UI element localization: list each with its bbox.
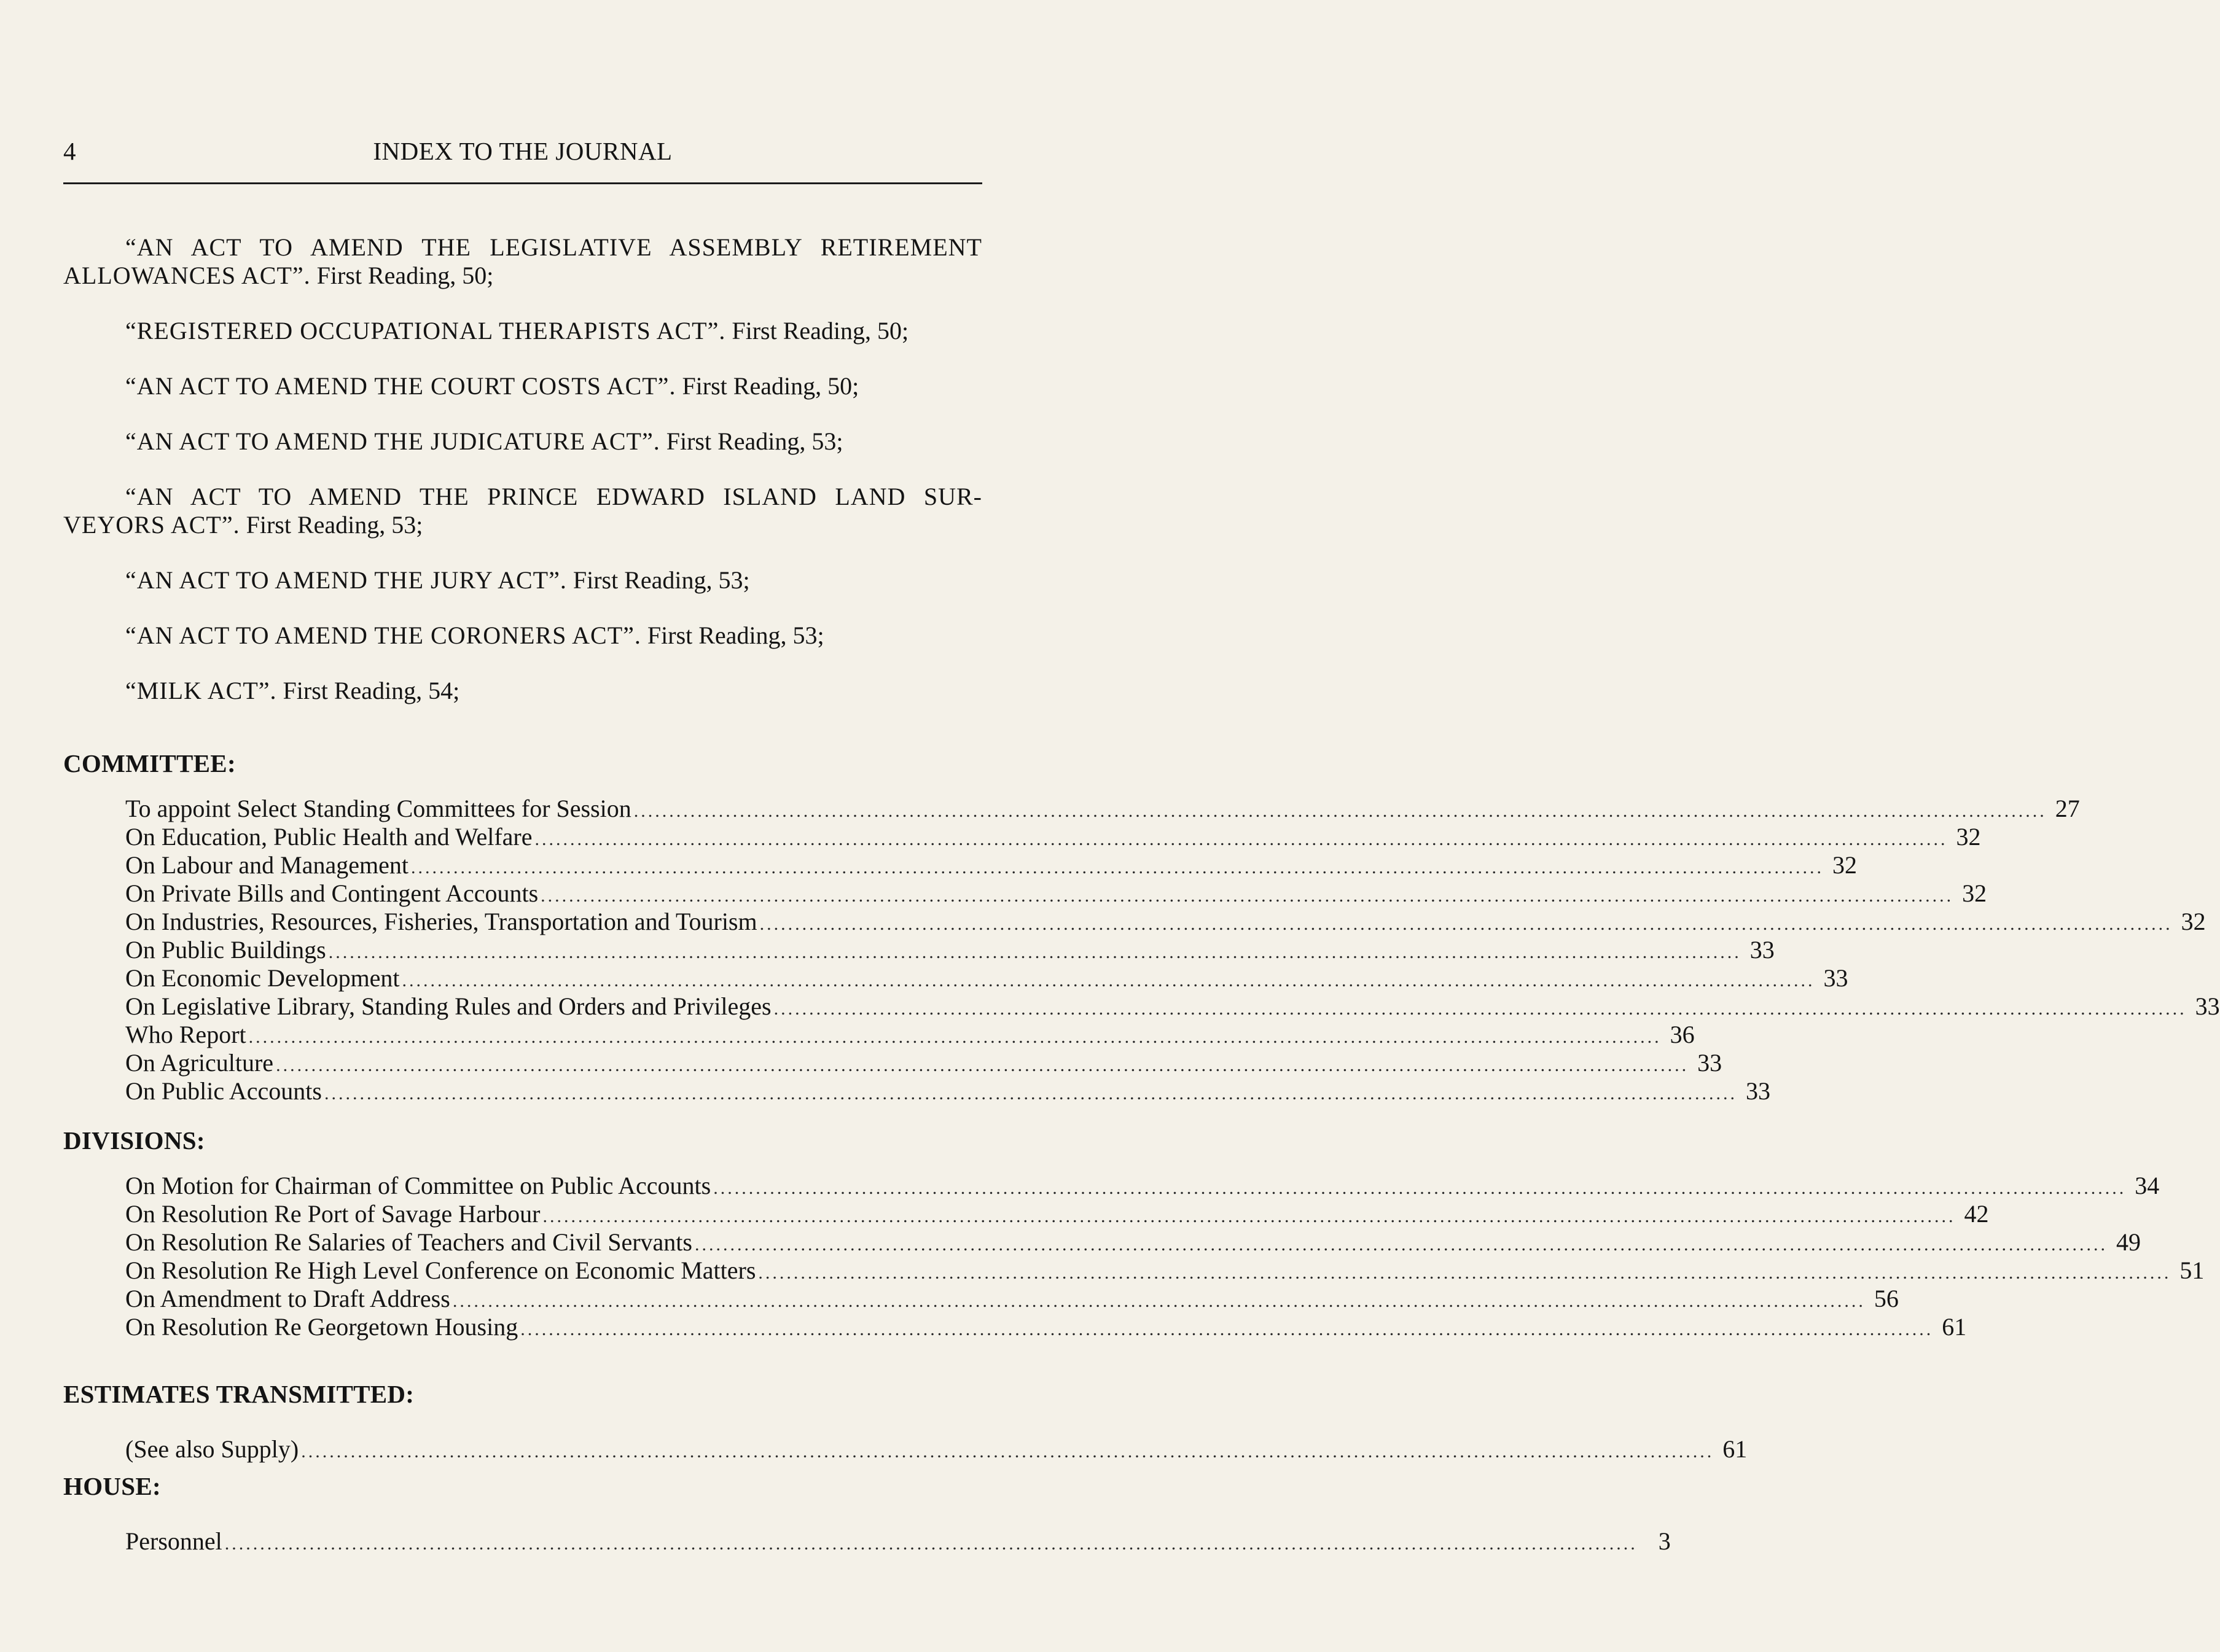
leader-dots: ........................................................................................................................................................................................................ bbox=[773, 999, 2187, 1019]
divisions-section bbox=[63, 1125, 2205, 1341]
leader-dots: ........................................................................................................................................................................................................ bbox=[713, 1178, 2127, 1198]
index-entry bbox=[125, 1257, 2205, 1285]
leader-dots: ........................................................................................................................................................................................................ bbox=[534, 829, 1948, 849]
leader-dots: ........................................................................................................................................................................................................ bbox=[248, 1027, 1662, 1047]
index-entry bbox=[125, 879, 1987, 908]
page-title: INDEX TO THE JOURNAL bbox=[373, 137, 673, 165]
entry-page: 42 bbox=[1964, 1200, 1989, 1228]
bill-entry bbox=[63, 233, 982, 290]
leader-dots: ........................................................................................................................................................................................................ bbox=[328, 942, 1741, 962]
entry-label: Personnel bbox=[125, 1527, 222, 1555]
bill-entry bbox=[63, 566, 982, 594]
bill-entry bbox=[63, 621, 982, 650]
entry-page: 33 bbox=[1823, 964, 1848, 992]
entry-label: On Economic Development bbox=[125, 964, 400, 992]
leader-dots: ........................................................................................................................................................................................................ bbox=[542, 1206, 1956, 1226]
entry-label: Who Report bbox=[125, 1021, 246, 1048]
index-entry bbox=[125, 1285, 1899, 1313]
section-heading: COMMITTEE: bbox=[63, 749, 236, 777]
leader-dots: ........................................................................................................................................................................................................ bbox=[541, 886, 1954, 906]
index-entry bbox=[125, 1021, 1695, 1049]
leader-dots: ........................................................................................................................................................................................................ bbox=[301, 1441, 1714, 1462]
entry-label: On Public Buildings bbox=[125, 936, 326, 964]
entry-label: On Amendment to Draft Address bbox=[125, 1285, 450, 1312]
index-entry bbox=[125, 823, 1981, 851]
leader-dots: ........................................................................................................................................................................................................ bbox=[758, 1263, 2171, 1283]
entry-label: On Education, Public Health and Welfare bbox=[125, 823, 533, 851]
bill-entry bbox=[63, 677, 982, 705]
entry-page: 36 bbox=[1670, 1021, 1695, 1048]
index-entry bbox=[125, 992, 2220, 1021]
entry-page: 32 bbox=[2181, 908, 2206, 935]
entry-label: On Labour and Management bbox=[125, 851, 408, 879]
entry-page: 32 bbox=[1956, 823, 1981, 851]
entry-label: On Resolution Re Salaries of Teachers and Civil Servants bbox=[125, 1228, 692, 1256]
entry-label: On Motion for Chairman of Committee on Public Accounts bbox=[125, 1172, 711, 1199]
entry-label: On Agriculture bbox=[125, 1049, 274, 1077]
bill-title: “AN ACT TO AMEND THE PRINCE EDWARD ISLAND LAND SUR-VEYORS ACT”. bbox=[63, 483, 982, 539]
leader-dots: ........................................................................................................................................................................................................ bbox=[402, 970, 1815, 991]
bill-entry bbox=[63, 483, 982, 539]
entry-page: 33 bbox=[1745, 1077, 1770, 1105]
section-heading: ESTIMATES TRANSMITTED: bbox=[63, 1380, 415, 1408]
entry-page: 32 bbox=[1962, 879, 1987, 907]
entry-page: 61 bbox=[1722, 1435, 1748, 1463]
index-entry bbox=[125, 1228, 2141, 1257]
bill-reading: First Reading, 50; bbox=[316, 262, 494, 289]
index-entry bbox=[125, 1077, 1770, 1105]
bill-reading: First Reading, 53; bbox=[246, 511, 423, 539]
bill-title: “AN ACT TO AMEND THE COURT COSTS ACT”. bbox=[125, 372, 676, 400]
bill-reading: First Reading, 53; bbox=[666, 427, 843, 455]
bill-entry bbox=[63, 317, 982, 345]
leader-dots: ........................................................................................................................................................................................................ bbox=[759, 914, 2173, 934]
house-section bbox=[63, 1471, 1671, 1556]
index-entries bbox=[63, 1435, 1748, 1463]
index-entry bbox=[125, 1049, 1722, 1077]
entry-label: On Resolution Re High Level Conference on Economic Matters bbox=[125, 1257, 756, 1284]
entry-label: On Resolution Re Georgetown Housing bbox=[125, 1313, 518, 1341]
index-entry bbox=[125, 851, 1857, 879]
leader-dots: ........................................................................................................................................................................................................ bbox=[633, 801, 2047, 821]
index-entry bbox=[125, 795, 2080, 823]
index-entry bbox=[125, 936, 1775, 964]
leader-dots: ........................................................................................................................................................................................................ bbox=[520, 1319, 1934, 1339]
entry-page: 33 bbox=[2195, 992, 2220, 1020]
index-entry bbox=[125, 964, 1848, 992]
index-entry bbox=[125, 1172, 2160, 1200]
entry-page: 34 bbox=[2135, 1172, 2160, 1199]
leader-dots: ........................................................................................................................................................................................................ bbox=[452, 1291, 1866, 1311]
index-entry bbox=[125, 1527, 1671, 1556]
entry-label: On Private Bills and Contingent Accounts bbox=[125, 879, 539, 907]
entry-page: 33 bbox=[1697, 1049, 1722, 1077]
bill-entry bbox=[63, 427, 982, 456]
index-entries bbox=[63, 795, 2220, 1105]
bill-reading: First Reading, 54; bbox=[283, 677, 460, 704]
entry-page: 32 bbox=[1832, 851, 1857, 879]
header-divider bbox=[63, 182, 982, 184]
bill-reading: First Reading, 50; bbox=[682, 372, 859, 400]
bill-readings bbox=[63, 233, 982, 732]
entry-label: On Legislative Library, Standing Rules and Orders and Privileges bbox=[125, 992, 772, 1020]
bill-reading: First Reading, 50; bbox=[732, 317, 909, 345]
index-entries bbox=[63, 1172, 2205, 1341]
entry-page: 33 bbox=[1749, 936, 1775, 964]
entry-page: 3 bbox=[1658, 1527, 1671, 1555]
index-entries bbox=[63, 1527, 1671, 1556]
entry-page: 27 bbox=[2055, 795, 2080, 822]
index-entry bbox=[125, 1313, 1967, 1341]
entry-page: 61 bbox=[1942, 1313, 1967, 1341]
bill-title: “AN ACT TO AMEND THE JUDICATURE ACT”. bbox=[125, 427, 660, 455]
entry-label: On Public Accounts bbox=[125, 1077, 322, 1105]
leader-dots: ........................................................................................................................................................................................................ bbox=[324, 1083, 1737, 1104]
bill-reading: First Reading, 53; bbox=[647, 621, 824, 649]
index-entry bbox=[125, 1200, 1989, 1228]
bill-title: “REGISTERED OCCUPATIONAL THERAPISTS ACT”. bbox=[125, 317, 726, 345]
leader-dots: ........................................................................................................................................................................................................ bbox=[694, 1234, 2108, 1255]
entry-label: On Resolution Re Port of Savage Harbour bbox=[125, 1200, 541, 1228]
entry-label: To appoint Select Standing Committees for Session bbox=[125, 795, 631, 822]
section-heading: HOUSE: bbox=[63, 1472, 161, 1500]
entry-page: 51 bbox=[2179, 1257, 2205, 1284]
running-head bbox=[63, 136, 982, 173]
section-heading: DIVISIONS: bbox=[63, 1126, 205, 1155]
entry-label: (See also Supply) bbox=[125, 1435, 299, 1463]
bill-title: “AN ACT TO AMEND THE LEGISLATIVE ASSEMBLY RETIREMENT ALLOWANCES ACT”. bbox=[63, 233, 982, 289]
bill-reading: First Reading, 53; bbox=[573, 566, 750, 594]
bill-title: “AN ACT TO AMEND THE CORONERS ACT”. bbox=[125, 621, 641, 649]
page-number: 4 bbox=[63, 137, 76, 165]
index-entry bbox=[125, 908, 2206, 936]
index-entry bbox=[125, 1435, 1748, 1463]
committee-section bbox=[63, 748, 2220, 1105]
entry-page: 56 bbox=[1874, 1285, 1899, 1312]
entry-page: 49 bbox=[2116, 1228, 2141, 1256]
leader-dots: ........................................................................................................................................................................................................ bbox=[224, 1533, 1638, 1554]
estimates-section bbox=[63, 1379, 1748, 1463]
bill-title: “MILK ACT”. bbox=[125, 677, 277, 704]
entry-label: On Industries, Resources, Fisheries, Transportation and Tourism bbox=[125, 908, 757, 935]
bill-entry bbox=[63, 372, 982, 400]
bill-title: “AN ACT TO AMEND THE JURY ACT”. bbox=[125, 566, 567, 594]
leader-dots: ........................................................................................................................................................................................................ bbox=[276, 1055, 1689, 1075]
leader-dots: ........................................................................................................................................................................................................ bbox=[410, 857, 1824, 878]
